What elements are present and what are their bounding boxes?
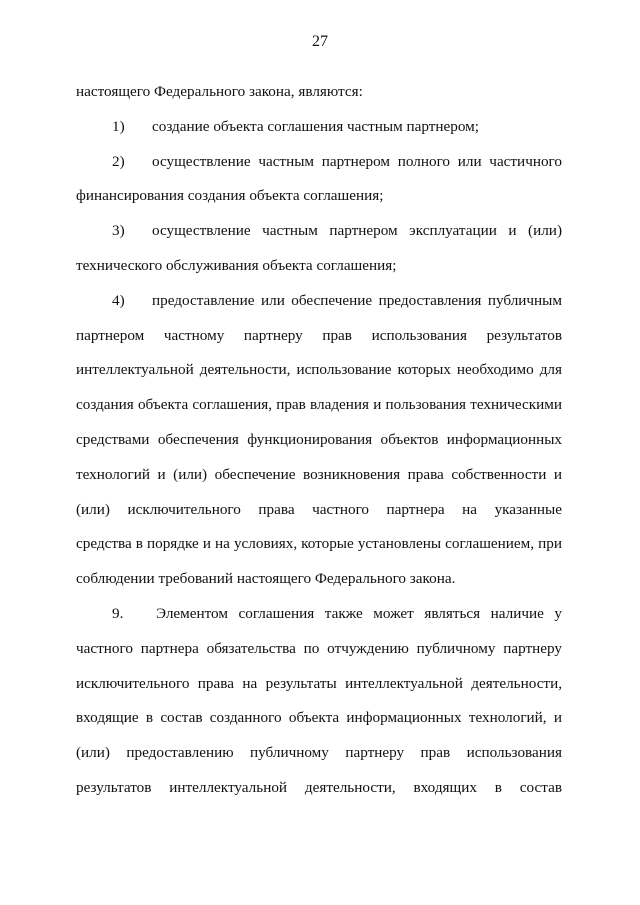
list-item-number: 4)	[112, 291, 125, 309]
section-text: Элементом соглашения также может являться наличие у	[156, 604, 562, 622]
list-item-continuation: технологий и (или) обеспечение возникновения права собственности и	[76, 465, 562, 483]
section-number: 9.	[112, 604, 124, 622]
list-item-number: 2)	[112, 152, 125, 170]
list-item-4	[76, 284, 562, 319]
page-number: 27	[312, 33, 328, 50]
document-body	[76, 75, 562, 806]
section-9-line: исключительного права на результаты интеллектуальной деятельности,	[76, 674, 562, 692]
list-item-continuation: (или) исключительного права частного партнера на указанные	[76, 500, 562, 518]
list-item-text: осуществление частным партнером эксплуатации и (или)	[152, 222, 562, 240]
section-9-line: частного партнера обязательства по отчуждению публичному партнеру	[76, 639, 562, 657]
section-9-first-line	[76, 597, 562, 632]
list-item-text: создание объекта соглашения частным партнером;	[152, 117, 479, 135]
list-item-continuation: соблюдении требований настоящего Федерального закона.	[76, 570, 456, 588]
list-item-number: 3)	[112, 222, 125, 240]
list-item-continuation: средствами обеспечения функционирования объектов информационных	[76, 430, 562, 448]
section-9-line: входящие в состав созданного объекта информационных технологий, и	[76, 709, 562, 727]
list-item-continuation: партнером частному партнеру прав использования результатов	[76, 326, 562, 344]
list-item-continuation: технического обслуживания объекта соглашения;	[76, 256, 397, 274]
section-9-line: (или) предоставлению публичному партнеру прав использования	[76, 744, 562, 762]
list-item-continuation: создания объекта соглашения, прав владения и пользования техническими	[76, 396, 562, 414]
list-item-continuation: средства в порядке и на условиях, которые установлены соглашением, при	[76, 535, 562, 553]
list-item-text: предоставление или обеспечение предоставления публичным	[152, 291, 562, 309]
list-item-text: осуществление частным партнером полного или частичного	[152, 152, 562, 170]
list-item-2	[76, 145, 562, 180]
list-item-3	[76, 214, 562, 249]
list-item-1	[76, 110, 562, 145]
intro-line: настоящего Федерального закона, являются:	[76, 83, 363, 100]
list-item-continuation: интеллектуальной деятельности, использование которых необходимо для	[76, 361, 562, 379]
list-item-continuation: финансирования создания объекта соглашения;	[76, 187, 384, 205]
list-item-number: 1)	[112, 117, 125, 135]
section-9-line: результатов интеллектуальной деятельности, входящих в состав	[76, 778, 562, 796]
